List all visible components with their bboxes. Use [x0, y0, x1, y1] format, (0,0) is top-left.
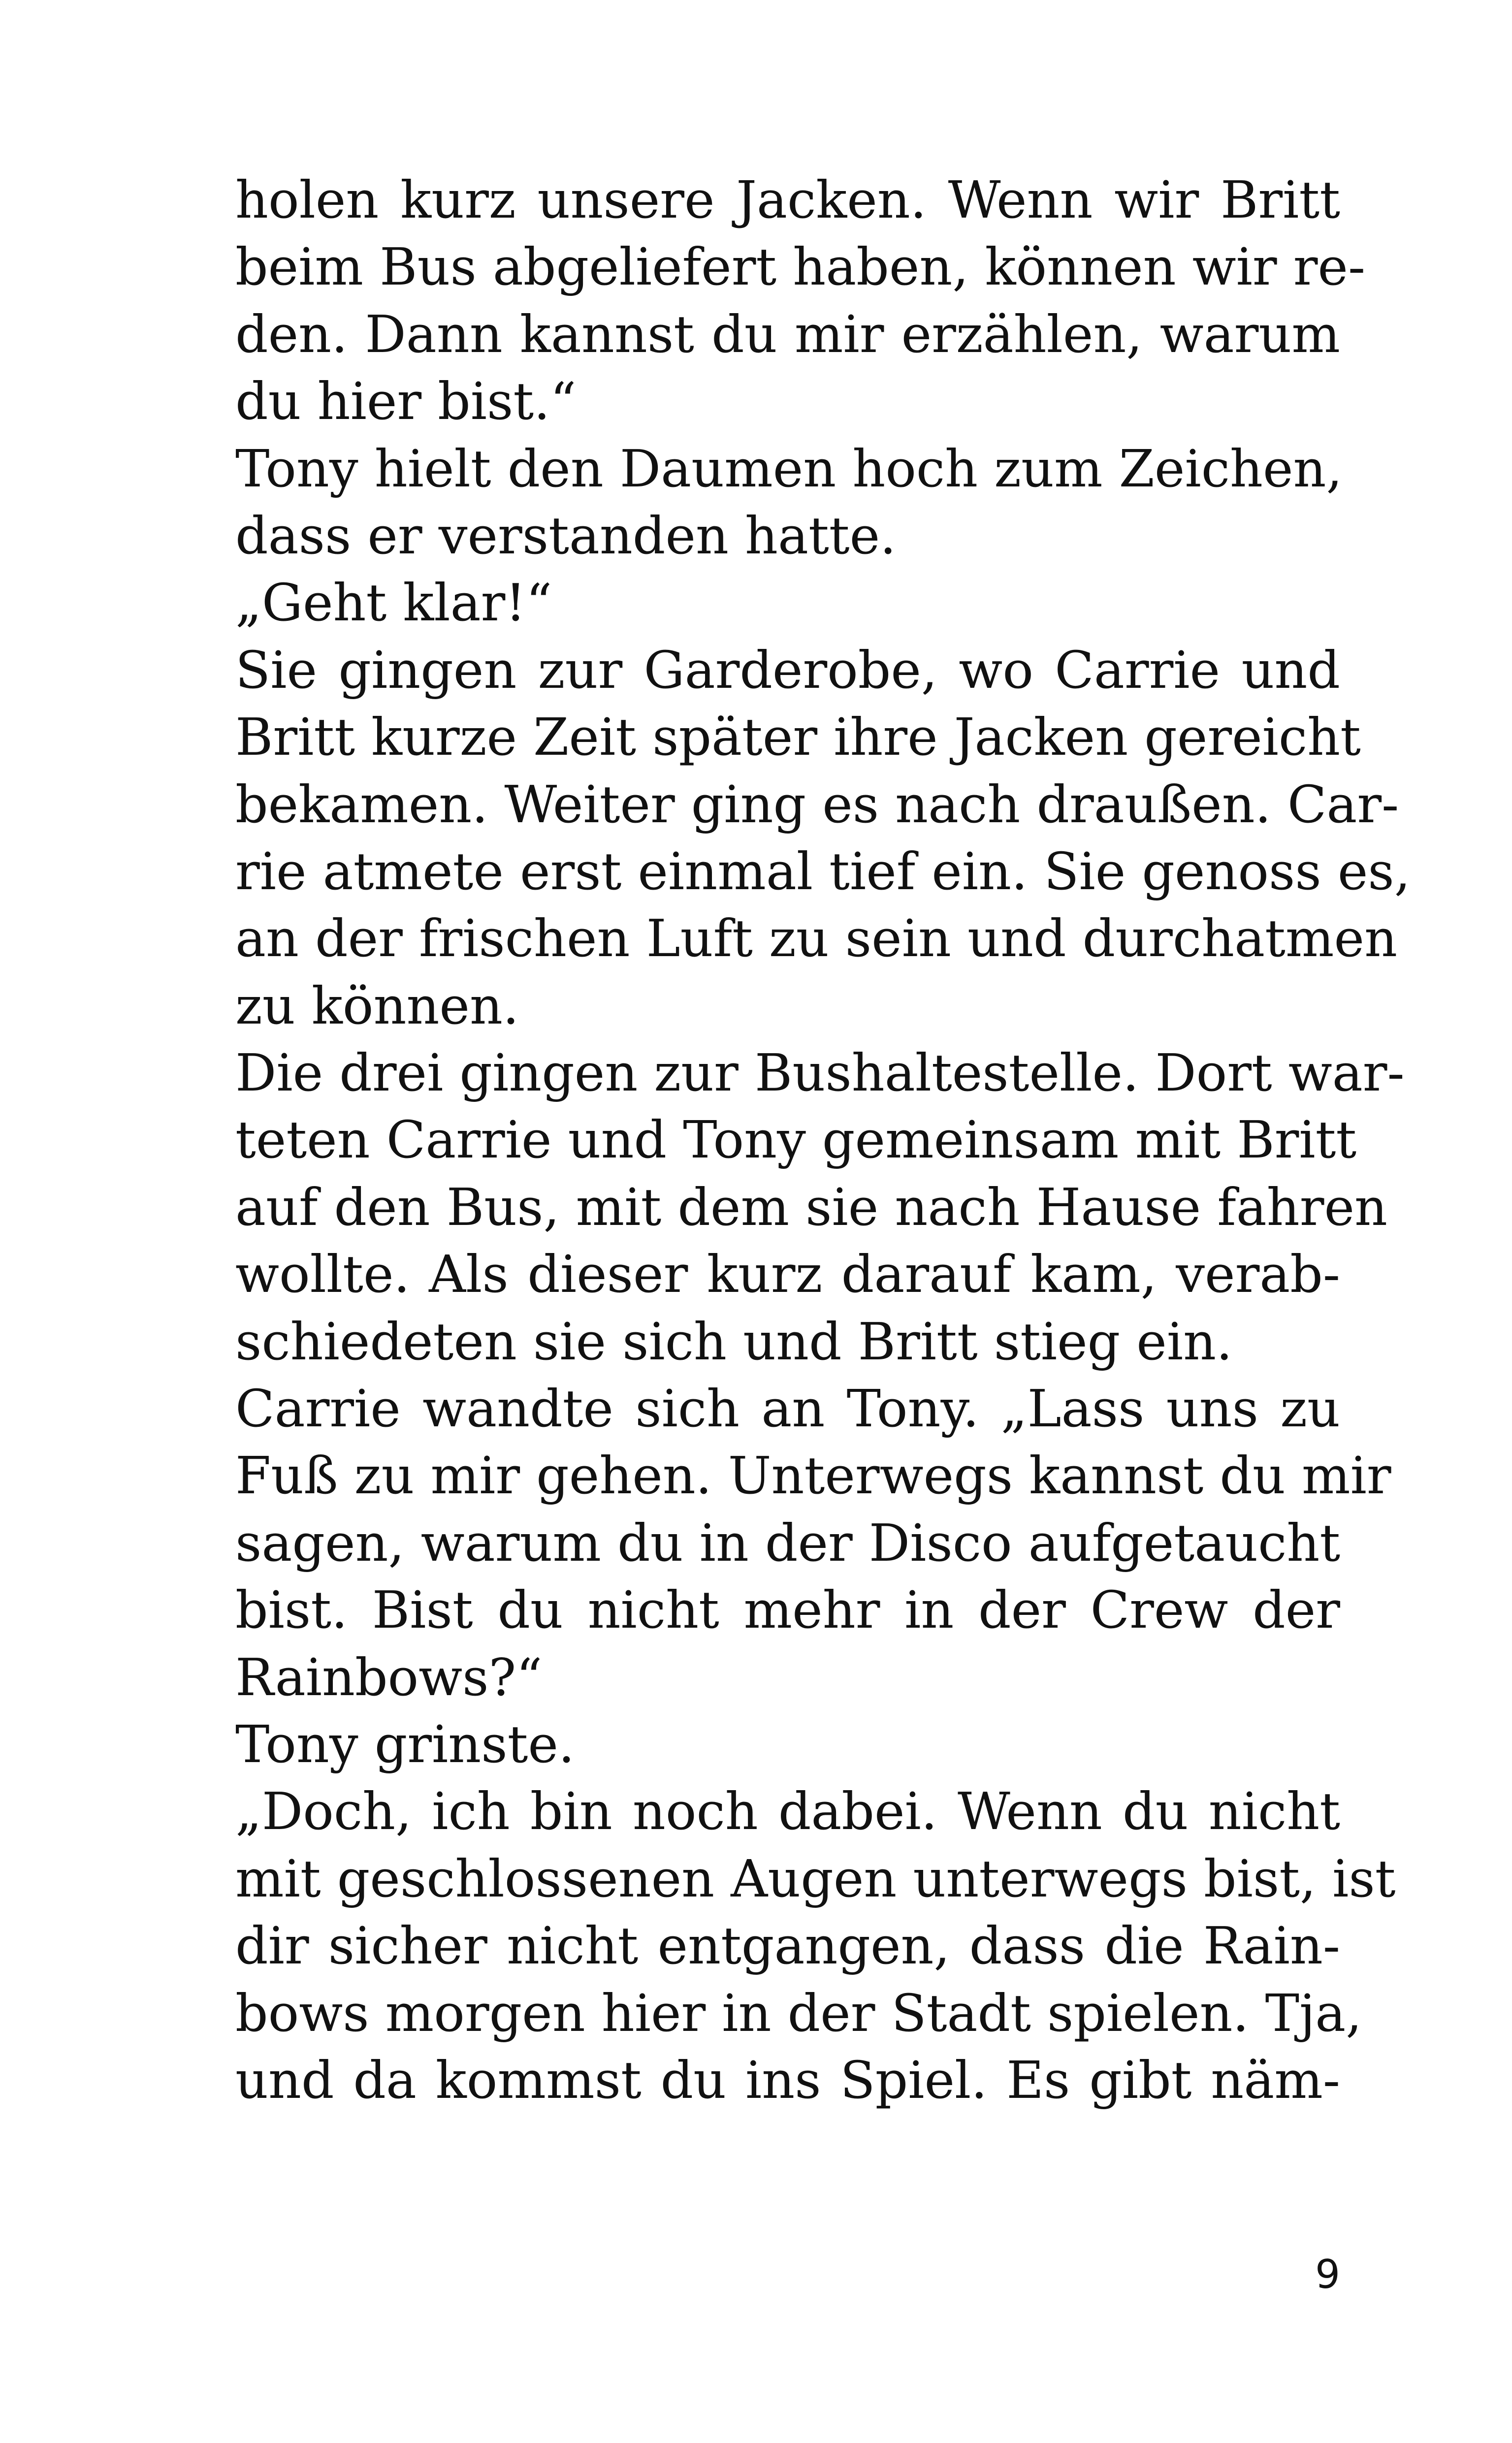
text-line: Fuß zu mir gehen. Unterwegs kannst du mir [235, 1446, 1391, 1506]
text-line: mit geschlossenen Augen unterwegs bist, ist [235, 1848, 1396, 1909]
text-line: dir sicher nicht entgangen, dass die Rain- [235, 1916, 1340, 1976]
text-line: bows morgen hier in der Stadt spielen. Tja, [235, 1983, 1362, 2043]
text-line: wollte. Als dieser kurz darauf kam, verab- [235, 1244, 1340, 1305]
text-line: zu können. [235, 975, 519, 1036]
text-line: du hier bist.“ [235, 371, 577, 432]
text-line: an der frischen Luft zu sein und durchatmen [235, 908, 1398, 969]
text-line: Britt kurze Zeit später ihre Jacken gereicht [235, 707, 1361, 768]
text-line: schiedeten sie sich und Britt stieg ein. [235, 1311, 1233, 1372]
text-line: den. Dann kannst du mir erzählen, warum [235, 304, 1340, 364]
text-line: bekamen. Weiter ging es nach draußen. Car- [235, 774, 1399, 835]
text-line: dass er verstanden hatte. [235, 505, 897, 566]
text-line: Die drei gingen zur Bushaltestelle. Dort war- [235, 1043, 1405, 1103]
text-line: und da kommst du ins Spiel. Es gibt näm- [235, 2050, 1340, 2110]
text-line: beim Bus abgeliefert haben, können wir re- [235, 237, 1366, 297]
text-line: teten Carrie und Tony gemeinsam mit Britt [235, 1110, 1357, 1170]
text-line: holen kurz unsere Jacken. Wenn wir Britt [235, 170, 1340, 230]
page-number: 9 [1315, 2251, 1340, 2297]
body-text [235, 166, 1411, 2114]
text-line: „Geht klar!“ [235, 573, 552, 633]
text-line: rie atmete erst einmal tief ein. Sie genoss es, [235, 841, 1411, 901]
text-line: Tony grinste. [235, 1714, 575, 1774]
text-line: Rainbows?“ [235, 1647, 543, 1707]
text-line: sagen, warum du in der Disco aufgetaucht [235, 1512, 1341, 1573]
text-line: Carrie wandte sich an Tony. „Lass uns zu [235, 1379, 1340, 1439]
text-line: Tony hielt den Daumen hoch zum Zeichen, [235, 438, 1343, 499]
text-line: auf den Bus, mit dem sie nach Hause fahren [235, 1177, 1387, 1237]
text-line: bist. Bist du nicht mehr in der Crew der [235, 1580, 1340, 1640]
text-line: Sie gingen zur Garderobe, wo Carrie und [235, 640, 1340, 700]
text-line: „Doch, ich bin noch dabei. Wenn du nicht [235, 1781, 1340, 1842]
